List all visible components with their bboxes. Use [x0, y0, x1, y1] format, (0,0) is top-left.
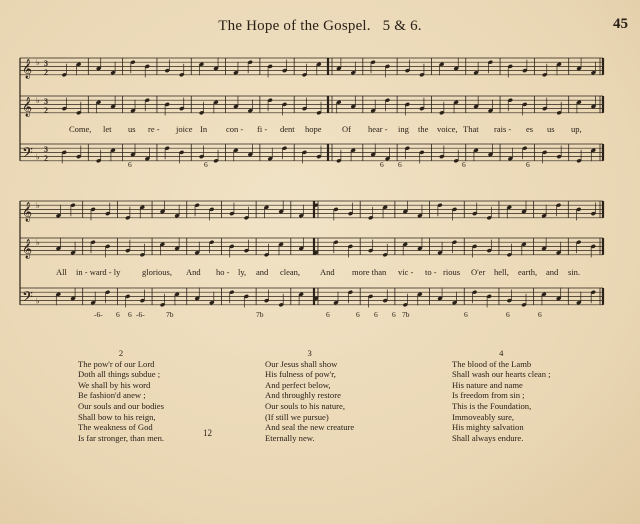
- verse-line: The weakness of God: [78, 422, 153, 433]
- figure: 6: [398, 160, 402, 169]
- figure: 6: [462, 160, 466, 169]
- verse-line: Our souls and our bodies: [78, 400, 164, 411]
- lyric-syllable: ing: [398, 124, 409, 134]
- verse-line: The blood of the Lamb: [452, 358, 532, 369]
- verse-line: His mighty salvation: [452, 422, 524, 433]
- figure: -6-: [136, 310, 145, 319]
- time-signature: 2: [44, 67, 48, 77]
- verse-4: [452, 348, 551, 443]
- lyric-syllable: earth,: [518, 267, 538, 277]
- treble-clef: 𝄞: [22, 201, 33, 222]
- figure: 7b: [166, 310, 174, 319]
- hymn-title: The Hope of the Gospel.: [218, 18, 371, 34]
- flat-sign: ♭: [36, 238, 40, 248]
- lyric-syllable: fi -: [257, 124, 268, 134]
- figure: 6: [392, 310, 396, 319]
- verse-line: Our Jesus shall show: [265, 358, 338, 369]
- figure: 6: [464, 310, 468, 319]
- lyric-syllable: And: [186, 267, 201, 277]
- flat-sign: ♭: [36, 58, 40, 68]
- system-2-lyrics: [0, 267, 640, 279]
- page-number: 45: [613, 16, 628, 32]
- lyric-syllable: sin.: [568, 267, 581, 277]
- time-signature: 2: [44, 105, 48, 115]
- figure: 6: [128, 310, 132, 319]
- lyric-syllable: In: [200, 124, 208, 134]
- lyric-syllable: rais -: [494, 124, 512, 134]
- lyric-syllable: hear -: [368, 124, 388, 134]
- bass-clef: 𝄢: [22, 144, 33, 165]
- verse-line: Shall wash our hearts clean ;: [452, 369, 551, 380]
- lyric-syllable: us: [128, 124, 136, 134]
- lyric-syllable: That: [463, 124, 479, 134]
- lyric-syllable: joice: [176, 124, 193, 134]
- verse-number: 2: [118, 348, 124, 358]
- system-2-figures: [0, 310, 640, 320]
- verse-line: And throughly restore: [265, 390, 341, 401]
- system-1-lyrics: [0, 124, 640, 136]
- figure: 6: [538, 310, 542, 319]
- lyric-syllable: voice,: [437, 124, 458, 134]
- lyric-syllable: O'er: [471, 267, 486, 277]
- figure: 6: [116, 310, 120, 319]
- verse-line: Be fashion'd anew ;: [78, 390, 146, 401]
- figure: 6: [374, 310, 378, 319]
- lyric-syllable: and: [256, 267, 269, 277]
- time-signature: 3: [44, 96, 48, 106]
- verse-line: Is far stronger, than men.: [78, 432, 165, 443]
- verse-line: His fulness of pow'r,: [265, 369, 336, 380]
- treble-clef: 𝄞: [22, 238, 33, 259]
- lyric-syllable: clean,: [280, 267, 301, 277]
- lyric-syllable: let: [103, 124, 112, 134]
- lyric-syllable: in - ward - ly: [76, 267, 121, 277]
- verse-line: Shall always endure.: [452, 432, 524, 443]
- verse-line: Shall bow to his reign,: [78, 411, 156, 422]
- treble-clef: 𝄞: [22, 96, 33, 117]
- bass-clef: 𝄢: [22, 288, 33, 309]
- lyric-syllable: hell,: [494, 267, 509, 277]
- lyric-syllable: us: [547, 124, 555, 134]
- lyric-syllable: dent: [280, 124, 295, 134]
- lyric-syllable: hope: [305, 124, 322, 134]
- lyric-syllable: con -: [226, 124, 244, 134]
- time-signature: 2: [44, 153, 48, 163]
- verse-line: The pow'r of our Lord: [78, 358, 155, 369]
- verse-line: Eternally new.: [265, 432, 315, 443]
- lyric-syllable: to -: [425, 267, 437, 277]
- figure: 6: [526, 160, 530, 169]
- lyric-syllable: Come,: [69, 124, 92, 134]
- lyric-syllable: glorious,: [142, 267, 172, 277]
- verse-line: And perfect below,: [265, 379, 331, 390]
- verse-2: [78, 348, 164, 443]
- verse-3: [265, 348, 354, 443]
- figure: 6: [326, 310, 330, 319]
- lyric-syllable: And: [320, 267, 335, 277]
- verse-line: And seal the new creature: [265, 422, 355, 433]
- lyric-syllable: Of: [342, 124, 351, 134]
- hymn-meter: 5 & 6.: [382, 18, 422, 34]
- flat-sign: ♭: [36, 201, 40, 211]
- verse-line: This is the Foundation,: [452, 400, 532, 411]
- time-signature: 3: [44, 144, 48, 154]
- lyric-syllable: vic -: [398, 267, 414, 277]
- verse-line: Is freedom from sin ;: [452, 390, 525, 401]
- verse-line: His nature and name: [452, 379, 523, 390]
- treble-clef: 𝄞: [22, 58, 33, 79]
- figure: 6: [128, 160, 132, 169]
- lyric-syllable: All: [56, 267, 67, 277]
- verse-line: (If still we pursue): [265, 411, 329, 422]
- time-signature: 3: [44, 58, 48, 68]
- verse-line: Immoveably sure,: [452, 411, 515, 422]
- lyric-syllable: rious: [443, 267, 460, 277]
- verse-line: Doth all things subdue ;: [78, 369, 161, 380]
- flat-sign: ♭: [36, 96, 40, 106]
- lyric-syllable: up,: [571, 124, 582, 134]
- lyric-syllable: ly,: [238, 267, 247, 277]
- lyric-syllable: ho -: [216, 267, 230, 277]
- figure: 6: [506, 310, 510, 319]
- figure: 6: [204, 160, 208, 169]
- figure: 6: [380, 160, 384, 169]
- verse-number: 3: [307, 348, 312, 358]
- figure: 7b: [256, 310, 264, 319]
- printer-signature: 12: [203, 428, 212, 438]
- lyric-syllable: and: [546, 267, 559, 277]
- lyric-syllable: re -: [148, 124, 160, 134]
- verse-line: Our souls to his nature,: [265, 400, 345, 411]
- figure: -6-: [94, 310, 103, 319]
- lyric-syllable: es: [526, 124, 534, 134]
- lyric-syllable: the: [418, 124, 429, 134]
- flat-sign: ♭: [36, 296, 40, 306]
- flat-sign: ♭: [36, 152, 40, 162]
- figure: 6: [356, 310, 360, 319]
- lyric-syllable: more than: [352, 267, 387, 277]
- figure: 7b: [402, 310, 410, 319]
- verse-line: We shall by his word: [78, 379, 151, 390]
- system-1-figures: [0, 160, 640, 170]
- verse-number: 4: [499, 348, 504, 358]
